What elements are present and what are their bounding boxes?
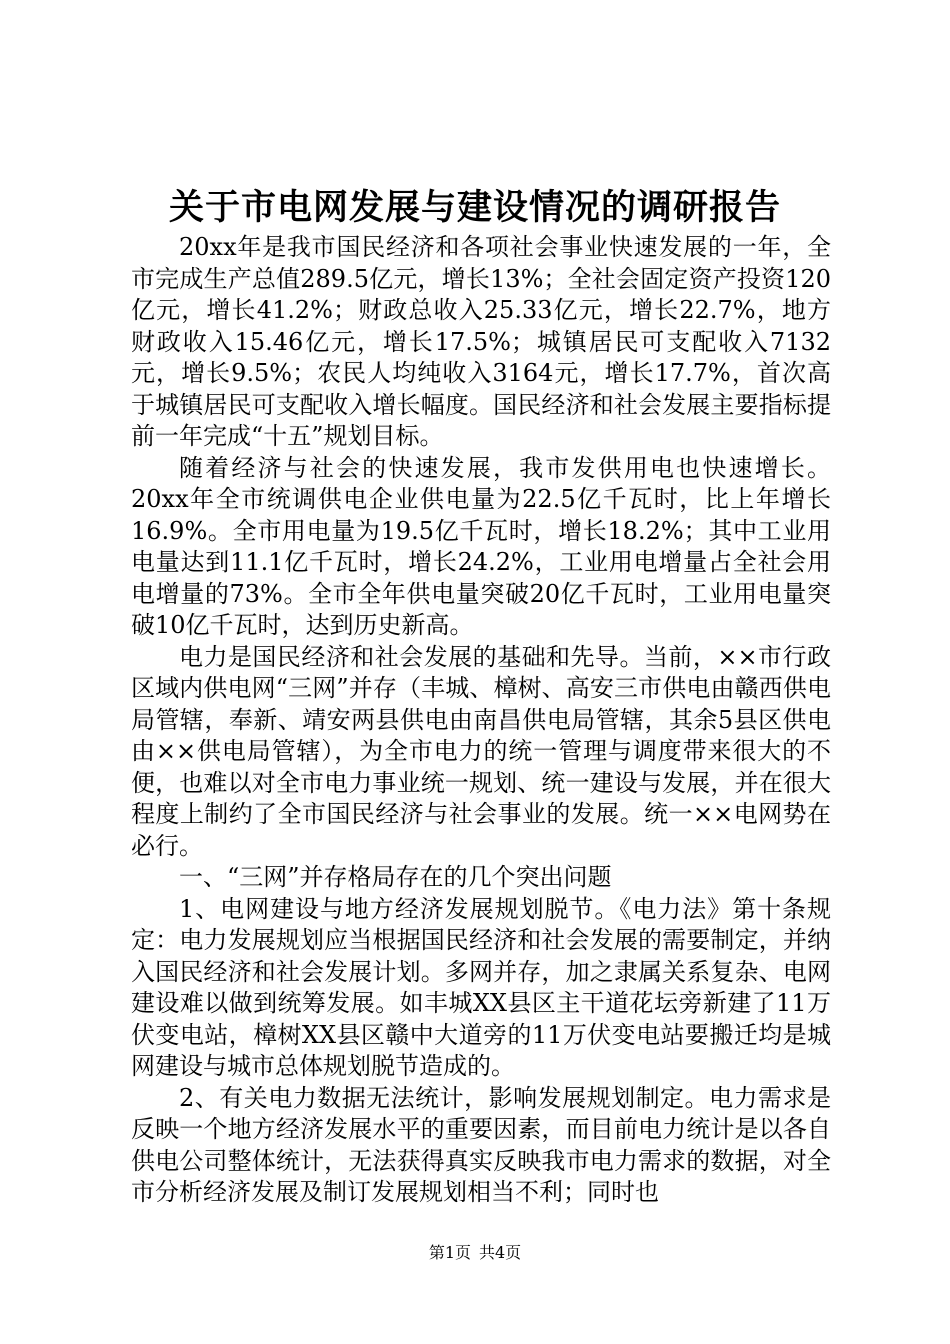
paragraph-problem-1: 1、电网建设与地方经济发展规划脱节。《电力法》第十条规定：电力发展规划应当根据国民经济和社会发展的需要制定，并纳入国民经济和社会发展计划。多网并存，加之隶属关系复杂、电网建设难以做到统筹发展。如丰城XX县区主干道花坛旁新建了11万伏变电站，樟树XX县区赣中大道旁的11万伏变电站要搬迁均是城网建设与城市总体规划脱节造成的。 [131, 894, 831, 1080]
section-heading-problems: 一、“三网”并存格局存在的几个突出问题 [179, 863, 612, 891]
document-title: 关于市电网发展与建设情况的调研报告 [168, 187, 781, 228]
document-body [131, 232, 831, 1209]
paragraph-problem-2: 2、有关电力数据无法统计，影响发展规划制定。电力需求是反映一个地方经济发展水平的重要因素，而目前电力统计是以各自供电公司整体统计，无法获得真实反映我市电力需求的数据，对全市分析经济发展及制订发展规划相当不利；同时也 [131, 1083, 831, 1206]
paragraph-electricity-growth: 随着经济与社会的快速发展，我市发供用电也快速增长。20xx年全市统调供电企业供电量为22.5亿千瓦时，比上年增长16.9%。全市用电量为19.5亿千瓦时，增长18.2%；其中工业用电量达到11.1亿千瓦时，增长24.2%，工业用电增量占全社会用电增量的73%。全市全年供电量突破20亿千瓦时，工业用电量突破10亿千瓦时，达到历史新高。 [131, 453, 831, 639]
page-footer [0, 1242, 950, 1264]
paragraph-grid-situation: 电力是国民经济和社会发展的基础和先导。当前，××市行政区域内供电网“三网”并存（丰城、樟树、高安三市供电由赣西供电局管辖，奉新、靖安两县供电由南昌供电局管辖，其余5县区供电由××供电局管辖），为全市电力的统一管理与调度带来很大的不便，也难以对全市电力事业统一规划、统一建设与发展，并在很大程度上制约了全市国民经济与社会事业的发展。统一××电网势在必行。 [131, 642, 831, 860]
page-number: 第1页 [428, 1243, 471, 1262]
page-total: 共4页 [479, 1243, 522, 1262]
paragraph-economy-summary: 20xx年是我市国民经济和各项社会事业快速发展的一年，全市完成生产总值289.5亿元，增长13%；全社会固定资产投资120亿元，增长41.2%；财政总收入25.33亿元，增长22.7%，地方财政收入15.46亿元，增长17.5%；城镇居民可支配收入7132元，增长9.5%；农民人均纯收入3164元，增长17.7%，首次高于城镇居民可支配收入增长幅度。国民经济和社会发展主要指标提前一年完成“十五”规划目标。 [131, 233, 831, 450]
